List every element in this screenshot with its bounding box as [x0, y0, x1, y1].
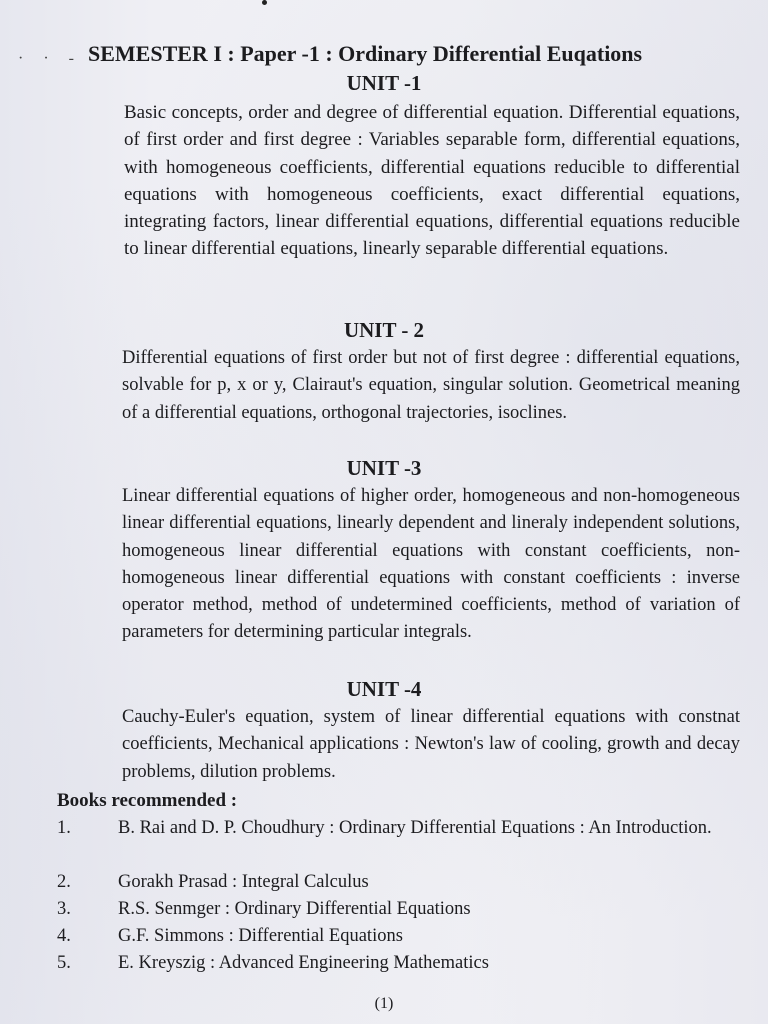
page-number: (1) [374, 995, 394, 1012]
book-title: B. Rai and D. P. Choudhury : Ordinary Differential Equations : An Introduction. [118, 818, 712, 838]
book-title: G.F. Simmons : Differential Equations [118, 926, 403, 946]
unit-3-text: Linear differential equations of higher order, homogeneous and non-homogeneous linear differential equations, linearly dependent and lineraly independent solutions, homogeneous linear differential equations with constant coefficients, non-homogeneous linear differential equations with constant coefficients : inverse operator method, method of undetermined coefficients, method of variation of parameters for determining particular integrals. [122, 486, 740, 643]
unit-2-text: Differential equations of first order but not of first degree : differential equations, solvable for p, x or y, Clairaut's equation, singular solution. Geometrical meaning of a differential equations, orthogonal trajectories, isoclines. [122, 348, 740, 423]
unit-4-text: Cauchy-Euler's equation, system of linear differential equations with constnat coefficients, Mechanical applications : Newton's law of cooling, growth and decay problems, dilution problems. [122, 707, 740, 782]
book-number: 2. [57, 872, 71, 892]
unit-1-heading: UNIT -1 [346, 71, 422, 95]
unit-1-text: Basic concepts, order and degree of differential equation. Differential equations, of first order and first degree : Variables separable form, differential equations, with homogeneous coefficients, differential equations reducible to differential equations with homogeneous coefficients, exact differential equations, integrating factors, linear differential equations, differential equations reducible to linear differential equations, linearly separable differential equations. [124, 102, 740, 260]
books-heading: Books recommended : [57, 790, 238, 811]
book-number: 4. [57, 926, 71, 946]
book-title: Gorakh Prasad : Integral Calculus [118, 872, 369, 892]
page-title: SEMESTER I : Paper -1 : Ordinary Differential Euqations [88, 41, 643, 66]
scan-speck [262, 0, 267, 5]
unit-4-heading: UNIT -4 [346, 677, 422, 701]
stray-scan-marks: · · - [18, 50, 82, 67]
book-title: R.S. Senmger : Ordinary Differential Equations [118, 899, 471, 919]
book-title: E. Kreyszig : Advanced Engineering Mathematics [118, 953, 489, 973]
unit-3-heading: UNIT -3 [346, 456, 422, 480]
book-number: 1. [57, 818, 71, 838]
book-number: 3. [57, 899, 71, 919]
book-number: 5. [57, 953, 71, 973]
unit-2-heading: UNIT - 2 [343, 318, 425, 342]
